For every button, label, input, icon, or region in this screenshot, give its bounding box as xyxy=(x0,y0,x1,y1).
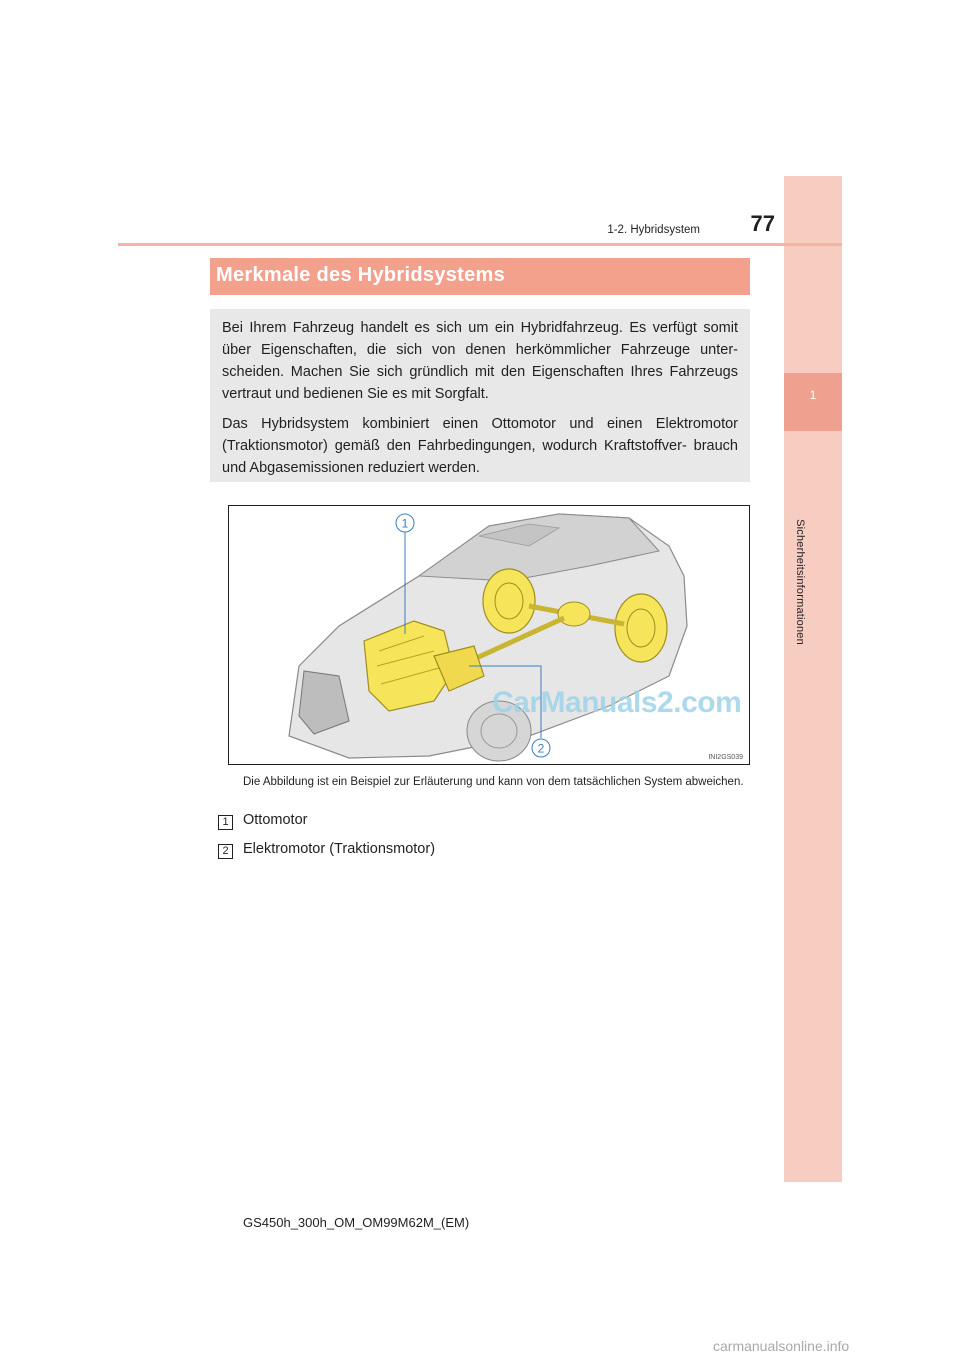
callout-label-1: 1 xyxy=(401,516,409,531)
header-rule xyxy=(118,243,842,246)
footer-site[interactable]: carmanualsonline.info xyxy=(713,1338,850,1354)
intro-box xyxy=(210,309,750,482)
chapter-number: 1 xyxy=(809,388,817,402)
intro-paragraph-1: Bei Ihrem Fahrzeug handelt es sich um ein Hybridfahrzeug. Es verfügt somit über Eigenschaften, die sich von denen herkömmlicher Fahrzeuge unter- scheiden. Machen Sie sich gründlich mit den Eigenschaften Ihres Fahrzeugs vertraut und bedienen Sie es mit Sorgfalt. xyxy=(222,320,738,402)
rear-left-wheel xyxy=(483,569,535,633)
footer-doc-code: GS450h_300h_OM_OM99M62M_(EM) xyxy=(243,1215,470,1230)
car-illustration xyxy=(229,506,750,765)
intro-paragraph-2: Das Hybridsystem kombiniert einen Ottomotor und einen Elektromotor (Traktionsmotor) gemäß den Fahrbedingungen, wodurch Kraftstoffver- brauch und Abgasemissionen reduziert werden. xyxy=(222,416,738,476)
legend-label-2: Elektromotor (Traktionsmotor) xyxy=(243,841,436,857)
chapter-side-tab-active[interactable] xyxy=(784,373,842,431)
legend-label-1: Ottomotor xyxy=(243,812,308,828)
section-title: 1-2. Hybridsystem xyxy=(607,224,700,236)
callout-label-2: 2 xyxy=(537,741,545,756)
topic-title: Merkmale des Hybridsystems xyxy=(216,264,506,286)
hybrid-system-illustration xyxy=(228,505,750,765)
chapter-side-tab xyxy=(784,176,842,1182)
legend-number-1: 1 xyxy=(218,815,233,830)
rear-right-wheel xyxy=(615,594,667,662)
watermark: CarManuals2.com xyxy=(492,686,742,719)
legend-number-2: 2 xyxy=(218,844,233,859)
page-number: 77 xyxy=(750,211,775,236)
chapter-title: Sicherheitsinformationen xyxy=(794,519,806,645)
differential xyxy=(558,602,590,626)
figure-code: INI2GS039 xyxy=(708,754,743,761)
figure-caption: Die Abbildung ist ein Beispiel zur Erläuterung und kann von dem tatsächlichen System abweichen. xyxy=(243,776,744,788)
